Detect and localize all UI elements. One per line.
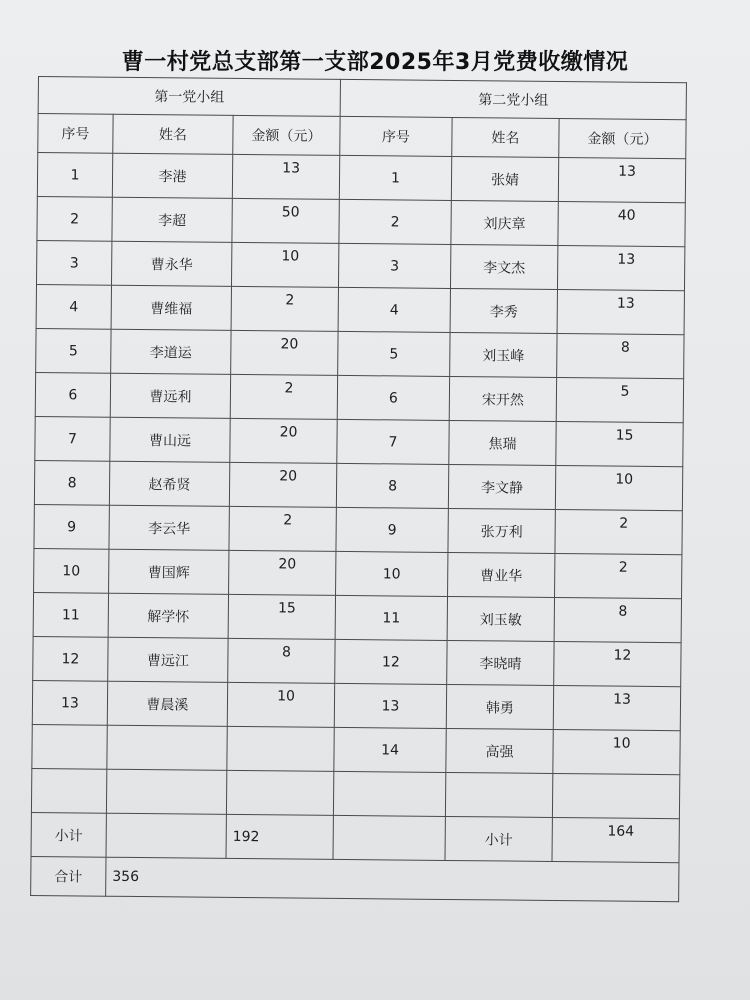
g1-no-cell: 12 bbox=[33, 636, 108, 681]
g1-amount-cell bbox=[227, 682, 334, 727]
g1-no-cell: 6 bbox=[35, 372, 110, 417]
g1-name-cell: 曹远江 bbox=[108, 637, 228, 682]
g1-name-cell: 赵希贤 bbox=[109, 461, 229, 506]
amount-value: 2 bbox=[283, 512, 293, 529]
g1-no-cell: 2 bbox=[37, 196, 112, 241]
g2-no-cell: 12 bbox=[335, 639, 447, 684]
g2-no-cell: 2 bbox=[339, 199, 451, 244]
g2-name-cell: 曹业华 bbox=[448, 552, 555, 597]
g2-no-header: 序号 bbox=[340, 116, 452, 156]
table-row bbox=[32, 724, 680, 774]
subtotal1-value: 192 bbox=[226, 814, 333, 859]
table-row bbox=[31, 768, 679, 818]
g2-amount-cell bbox=[552, 773, 679, 818]
amount-value: 12 bbox=[613, 647, 632, 664]
amount-value: 8 bbox=[620, 339, 630, 356]
g1-name-cell: 李超 bbox=[112, 197, 232, 242]
g1-name-cell: 曹山远 bbox=[110, 417, 230, 462]
table-row bbox=[35, 372, 683, 422]
g2-no-cell: 11 bbox=[335, 595, 447, 640]
g2-no-cell: 6 bbox=[337, 375, 449, 420]
table-row bbox=[37, 153, 685, 203]
g1-name-cell: 李云华 bbox=[109, 505, 229, 550]
subtotal1-label: 小计 bbox=[31, 812, 106, 857]
g1-amount-cell bbox=[229, 550, 336, 595]
table-row bbox=[36, 328, 684, 378]
g1-no-cell: 5 bbox=[36, 328, 111, 373]
g2-name-cell: 张万利 bbox=[448, 508, 555, 553]
g2-amount-cell bbox=[553, 729, 680, 774]
g2-amount-cell bbox=[553, 685, 680, 730]
g2-amount-cell bbox=[554, 597, 681, 642]
g2-amount-cell bbox=[557, 245, 684, 290]
g1-no-cell: 9 bbox=[34, 504, 109, 549]
amount-value: 15 bbox=[277, 600, 296, 617]
amount-value: 13 bbox=[616, 295, 635, 312]
amount-value: 10 bbox=[277, 688, 296, 705]
g1-amount-cell bbox=[231, 242, 338, 287]
amount-value: 13 bbox=[618, 163, 637, 180]
table-row bbox=[34, 548, 682, 598]
g1-amount-cell bbox=[228, 638, 335, 683]
g1-name-cell: 曹永华 bbox=[111, 241, 231, 286]
total-value: 356 bbox=[106, 857, 679, 901]
amount-value: 2 bbox=[619, 515, 629, 532]
g2-no-cell: 8 bbox=[336, 463, 448, 508]
amount-value: 5 bbox=[620, 383, 630, 400]
amount-value: 20 bbox=[279, 468, 298, 485]
g1-no-cell: 3 bbox=[36, 240, 111, 285]
g1-amount-cell bbox=[227, 726, 334, 771]
subtotal2-value: 164 bbox=[607, 823, 635, 840]
g2-name-cell: 宋开然 bbox=[449, 376, 556, 421]
total-label: 合计 bbox=[31, 856, 106, 896]
g1-no-cell bbox=[32, 724, 107, 769]
g2-amount-cell bbox=[558, 158, 685, 203]
g1-no-cell bbox=[31, 768, 106, 813]
g1-name-cell: 曹远利 bbox=[110, 373, 230, 418]
subtotal2-blank bbox=[333, 815, 445, 860]
table-row bbox=[34, 460, 682, 510]
g2-name-header: 姓名 bbox=[452, 117, 559, 157]
g2-amount-cell bbox=[558, 202, 685, 247]
subtotal2-label: 小计 bbox=[445, 816, 552, 861]
g2-name-cell: 李秀 bbox=[450, 288, 557, 333]
g1-amount-cell bbox=[232, 154, 339, 199]
g2-no-cell: 7 bbox=[337, 419, 449, 464]
table-row bbox=[33, 592, 681, 642]
g2-name-cell: 高强 bbox=[446, 728, 553, 773]
g2-amount-cell bbox=[557, 333, 684, 378]
table-row bbox=[37, 196, 685, 246]
group1-header: 第一党小组 bbox=[38, 77, 340, 117]
amount-value: 10 bbox=[615, 471, 634, 488]
g2-amount-cell bbox=[555, 509, 682, 554]
table-row bbox=[34, 504, 682, 554]
g2-name-cell bbox=[445, 772, 552, 817]
amount-value: 2 bbox=[284, 380, 294, 397]
g2-name-cell: 韩勇 bbox=[446, 684, 553, 729]
table-row bbox=[35, 416, 683, 466]
g2-name-cell: 刘玉峰 bbox=[450, 332, 557, 377]
g2-no-cell: 14 bbox=[334, 727, 446, 772]
table-row bbox=[33, 636, 681, 686]
g1-name-cell: 曹晨溪 bbox=[107, 681, 227, 726]
g1-name-cell: 曹维福 bbox=[111, 285, 231, 330]
subtotal1-blank bbox=[106, 813, 226, 858]
g1-amount-cell bbox=[232, 198, 339, 243]
amount-value: 8 bbox=[281, 644, 292, 661]
g2-name-cell: 李文静 bbox=[448, 464, 555, 509]
amount-value: 2 bbox=[285, 292, 295, 309]
amount-value: 13 bbox=[617, 251, 636, 268]
g1-no-cell: 7 bbox=[35, 416, 110, 461]
subtotal2-value-cell bbox=[552, 817, 679, 862]
g1-amount-cell bbox=[229, 462, 336, 507]
g2-amount-cell bbox=[556, 377, 683, 422]
subtotal-row bbox=[31, 812, 679, 862]
g2-amount-cell bbox=[554, 641, 681, 686]
document-title: 曹一村党总支部第一支部2025年3月党费收缴情况 bbox=[121, 50, 629, 75]
table-row bbox=[36, 240, 684, 290]
g2-no-cell: 1 bbox=[339, 155, 451, 200]
g1-amount-cell bbox=[230, 418, 337, 463]
table-row bbox=[32, 680, 680, 730]
group2-header: 第二党小组 bbox=[340, 79, 686, 119]
g2-no-cell: 10 bbox=[336, 551, 448, 596]
g2-amount-cell bbox=[556, 421, 683, 466]
g1-amount-cell bbox=[228, 594, 335, 639]
amount-value: 10 bbox=[281, 248, 300, 265]
g2-name-cell: 刘庆章 bbox=[451, 200, 558, 245]
g2-name-cell: 李晓晴 bbox=[447, 640, 554, 685]
g2-no-cell: 4 bbox=[338, 287, 450, 332]
g1-amount-header: 金额（元） bbox=[233, 115, 340, 155]
amount-value: 20 bbox=[279, 424, 298, 441]
g1-amount-cell bbox=[229, 506, 336, 551]
amount-value: 15 bbox=[615, 427, 634, 444]
g2-no-cell: 3 bbox=[338, 243, 450, 288]
g1-amount-cell bbox=[230, 374, 337, 419]
fee-table bbox=[30, 76, 687, 902]
g2-amount-header: 金额（元） bbox=[559, 119, 686, 159]
group-row bbox=[38, 77, 686, 120]
amount-value: 13 bbox=[613, 691, 632, 708]
g2-no-cell: 13 bbox=[334, 683, 446, 728]
table-row bbox=[36, 284, 684, 334]
g2-amount-cell bbox=[555, 465, 682, 510]
column-header-row bbox=[38, 114, 686, 159]
g2-name-cell: 焦瑞 bbox=[449, 420, 556, 465]
g1-name-cell: 李道运 bbox=[111, 329, 231, 374]
g1-no-cell: 10 bbox=[34, 548, 109, 593]
g1-name-cell: 曹国辉 bbox=[109, 549, 229, 594]
amount-value: 13 bbox=[282, 160, 301, 177]
amount-value: 8 bbox=[618, 603, 628, 620]
g1-no-cell: 11 bbox=[33, 592, 108, 637]
g1-no-header: 序号 bbox=[38, 114, 113, 154]
g2-amount-cell bbox=[557, 289, 684, 334]
g1-name-cell bbox=[107, 725, 227, 770]
g1-amount-cell bbox=[231, 330, 338, 375]
g1-amount-cell bbox=[226, 770, 333, 815]
amount-value: 20 bbox=[280, 336, 299, 353]
g2-name-cell: 张婧 bbox=[451, 156, 558, 201]
g2-name-cell: 刘玉敏 bbox=[447, 596, 554, 641]
g1-name-cell: 李港 bbox=[112, 153, 232, 198]
g1-no-cell: 4 bbox=[36, 284, 111, 329]
g1-name-cell: 解学怀 bbox=[108, 593, 228, 638]
amount-value: 50 bbox=[281, 204, 300, 221]
g2-amount-cell bbox=[555, 553, 682, 598]
amount-value: 40 bbox=[617, 207, 636, 224]
g2-no-cell: 9 bbox=[336, 507, 448, 552]
g1-name-header: 姓名 bbox=[113, 114, 233, 154]
g1-name-cell bbox=[106, 769, 226, 814]
g2-name-cell: 李文杰 bbox=[450, 244, 557, 289]
g1-no-cell: 8 bbox=[34, 460, 109, 505]
total-row bbox=[31, 856, 679, 901]
amount-value: 2 bbox=[618, 559, 628, 576]
g1-no-cell: 1 bbox=[37, 153, 112, 198]
g2-no-cell bbox=[333, 771, 445, 816]
amount-value: 10 bbox=[612, 735, 631, 752]
amount-value: 20 bbox=[278, 556, 297, 573]
g1-amount-cell bbox=[231, 286, 338, 331]
g2-no-cell: 5 bbox=[338, 331, 450, 376]
g1-no-cell: 13 bbox=[32, 680, 107, 725]
